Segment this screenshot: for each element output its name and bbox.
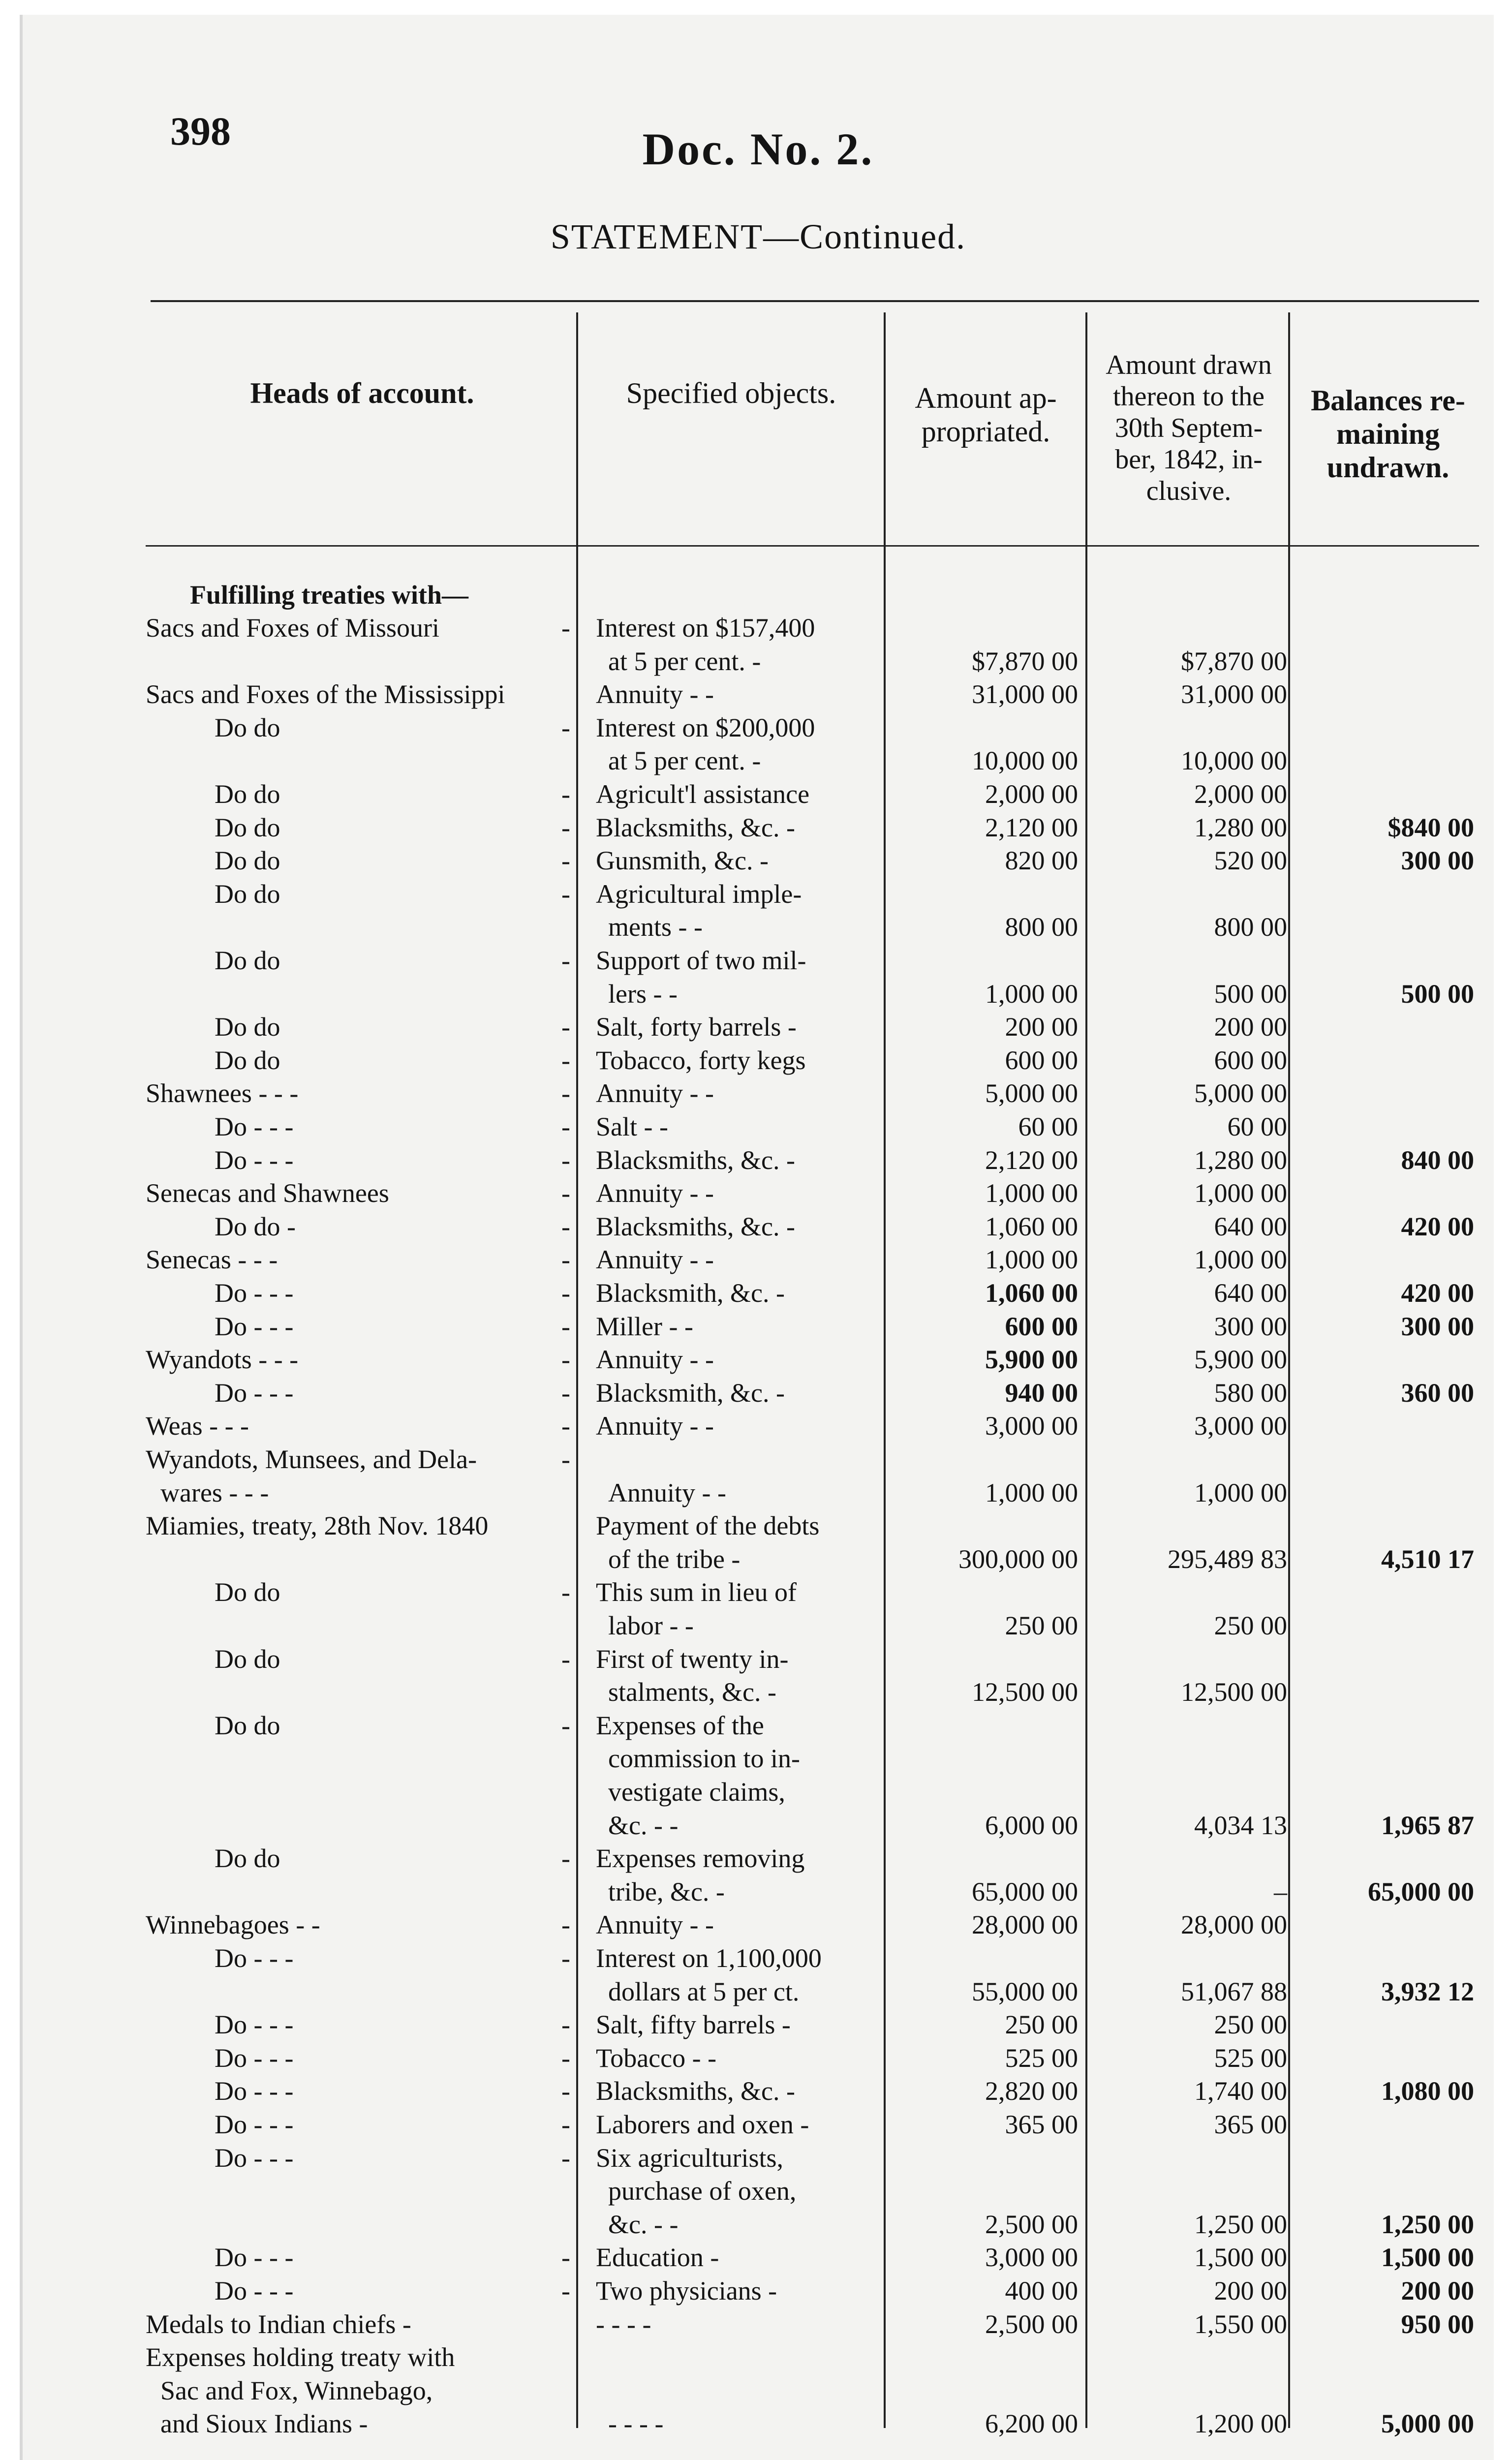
row-31-appropriated: 2,820 00 [985,2076,1078,2106]
row-28-head-dash: - [561,1943,570,1973]
row-26-head-dash: - [561,1844,570,1874]
row-12-appropriated: 2,120 00 [985,1145,1078,1175]
row-17-appropriated: 600 00 [1005,1311,1078,1341]
row-28-balance: 3,932 12 [1381,1976,1474,2006]
row-34-head-dash: - [561,2243,570,2273]
row-10-appropriated: 5,000 00 [985,1078,1078,1108]
row-10-head-dash: - [561,1078,570,1108]
row-29-head: Do - - - [215,2010,294,2040]
row-18-head-dash: - [561,1345,570,1375]
row-22-object: of the tribe - [608,1544,741,1574]
row-35-head: Do - - - [215,2276,294,2306]
row-3-object: Agricult'l assistance [596,779,810,809]
row-31-object: Blacksmiths, &c. - [596,2076,795,2106]
row-27-head: Winnebagoes - - [146,1910,320,1940]
row-33-appropriated: 2,500 00 [985,2209,1078,2239]
row-12-head: Do - - - [215,1145,294,1175]
row-25-object: Expenses of the [596,1710,764,1740]
row-23-object: labor - - [608,1611,694,1640]
row-29-object: Salt, fifty barrels - [596,2010,791,2040]
row-7-object: Support of two mil- [596,946,806,975]
row-36-balance: 950 00 [1401,2309,1474,2339]
row-2-object: at 5 per cent. - [608,746,761,776]
row-15-object: Annuity - - [596,1245,714,1275]
row-6-drawn: 800 00 [1214,912,1287,942]
row-24-head: Do do [215,1644,280,1674]
row-19-object: Blacksmith, &c. - [596,1378,785,1408]
row-31-drawn: 1,740 00 [1194,2076,1287,2106]
row-17-balance: 300 00 [1401,1311,1474,1341]
statement-subtitle: STATEMENT—Continued. [550,217,966,256]
row-25-object: vestigate claims, [608,1777,785,1807]
row-28-object: dollars at 5 per ct. [608,1976,800,2006]
row-16-object: Blacksmith, &c. - [596,1278,785,1308]
row-4-drawn: 1,280 00 [1194,812,1287,842]
row-37-appropriated: 6,200 00 [985,2409,1078,2439]
row-37-drawn: 1,200 00 [1194,2409,1287,2439]
row-19-head-dash: - [561,1378,570,1408]
row-25-object: commission to in- [608,1744,800,1774]
row-8-head: Do do [215,1012,280,1042]
row-31-head: Do - - - [215,2076,294,2106]
row-37-object: - - - - [608,2409,664,2439]
row-21-drawn: 1,000 00 [1194,1477,1287,1507]
row-23-appropriated: 250 00 [1005,1611,1078,1640]
row-7-drawn: 500 00 [1214,979,1287,1009]
row-3-head-dash: - [561,779,570,809]
row-2-head-dash: - [561,712,570,742]
row-3-head: Do do [215,779,280,809]
row-33-head: Do - - - [215,2143,294,2173]
row-20-object: Annuity - - [596,1411,714,1441]
row-5-object: Gunsmith, &c. - [596,846,769,876]
row-2-head: Do do [215,712,280,742]
row-21-head: Wyandots, Munsees, and Dela- [146,1445,477,1474]
row-25-head: Do do [215,1710,280,1740]
header-bottom-rule [146,545,1479,547]
row-35-object: Two physicians - [596,2276,777,2306]
column-divider-3 [1085,312,1087,2428]
row-26-balance: 65,000 00 [1368,1876,1474,1906]
row-12-drawn: 1,280 00 [1194,1145,1287,1175]
row-21-head-dash: - [561,1445,570,1474]
row-13-drawn: 1,000 00 [1194,1178,1287,1208]
row-37-head: Expenses holding treaty with [146,2342,455,2372]
row-4-balance: $840 00 [1388,812,1474,842]
row-30-drawn: 525 00 [1214,2043,1287,2073]
row-7-object: lers - - [608,979,678,1009]
row-33-head-dash: - [561,2143,570,2173]
row-5-balance: 300 00 [1401,846,1474,876]
row-20-appropriated: 3,000 00 [985,1411,1078,1441]
row-32-object: Laborers and oxen - [596,2110,809,2139]
row-16-head: Do - - - [215,1278,294,1308]
row-32-drawn: 365 00 [1214,2110,1287,2139]
row-23-head: Do do [215,1577,280,1607]
row-32-head: Do - - - [215,2110,294,2139]
row-28-head: Do - - - [215,1943,294,1973]
row-1-drawn: 31,000 00 [1181,679,1287,709]
row-1-appropriated: 31,000 00 [972,679,1078,709]
row-24-object: stalments, &c. - [608,1677,776,1707]
row-21-head: wares - - - [160,1477,269,1507]
row-29-appropriated: 250 00 [1005,2010,1078,2040]
column-divider-2 [884,312,886,2428]
row-23-object: This sum in lieu of [596,1577,797,1607]
row-26-object: tribe, &c. - [608,1876,725,1906]
row-17-head-dash: - [561,1311,570,1341]
row-27-drawn: 28,000 00 [1181,1910,1287,1940]
row-6-object: Agricultural imple- [596,879,802,909]
row-4-appropriated: 2,120 00 [985,812,1078,842]
row-13-head: Senecas and Shawnees [146,1178,389,1208]
row-19-drawn: 580 00 [1214,1378,1287,1408]
row-8-appropriated: 200 00 [1005,1012,1078,1042]
row-2-appropriated: 10,000 00 [972,746,1078,776]
row-34-appropriated: 3,000 00 [985,2243,1078,2273]
row-35-balance: 200 00 [1401,2276,1474,2306]
row-33-object: Six agriculturists, [596,2143,783,2173]
row-24-drawn: 12,500 00 [1181,1677,1287,1707]
row-3-appropriated: 2,000 00 [985,779,1078,809]
row-0-head-dash: - [561,613,570,643]
row-9-drawn: 600 00 [1214,1045,1287,1075]
row-10-drawn: 5,000 00 [1194,1078,1287,1108]
row-8-head-dash: - [561,1012,570,1042]
row-0-head: Sacs and Foxes of Missouri [146,613,439,643]
row-34-object: Education - [596,2243,719,2273]
row-33-object: purchase of oxen, [608,2176,797,2206]
page-number: 398 [170,109,231,154]
row-24-appropriated: 12,500 00 [972,1677,1078,1707]
column-divider-4 [1288,312,1290,2428]
row-12-object: Blacksmiths, &c. - [596,1145,795,1175]
row-36-object: - - - - [596,2309,651,2339]
row-33-drawn: 1,250 00 [1194,2209,1287,2239]
header-amount-appropriated: Amount ap- propriated. [915,382,1057,448]
row-3-drawn: 2,000 00 [1194,779,1287,809]
row-4-head-dash: - [561,812,570,842]
row-15-drawn: 1,000 00 [1194,1245,1287,1275]
row-17-head: Do - - - [215,1311,294,1341]
row-28-drawn: 51,067 88 [1181,1976,1287,2006]
document-page [20,15,1494,2460]
row-16-head-dash: - [561,1278,570,1308]
row-7-appropriated: 1,000 00 [985,979,1078,1009]
row-22-head: Miamies, treaty, 28th Nov. 1840 [146,1511,489,1541]
row-26-object: Expenses removing [596,1844,805,1874]
row-14-appropriated: 1,060 00 [985,1211,1078,1241]
row-14-object: Blacksmiths, &c. - [596,1211,795,1241]
row-5-head-dash: - [561,846,570,876]
row-25-appropriated: 6,000 00 [985,1810,1078,1840]
row-5-head: Do do [215,846,280,876]
row-26-drawn: – [1274,1876,1287,1906]
row-30-head: Do - - - [215,2043,294,2073]
row-21-appropriated: 1,000 00 [985,1477,1078,1507]
row-4-head: Do do [215,812,280,842]
row-7-balance: 500 00 [1401,979,1474,1009]
row-13-object: Annuity - - [596,1178,714,1208]
row-25-object: &c. - - [608,1810,679,1840]
row-7-head: Do do [215,946,280,975]
row-27-head-dash: - [561,1910,570,1940]
row-1-object: Annuity - - [596,679,714,709]
row-16-appropriated: 1,060 00 [985,1278,1078,1308]
row-30-object: Tobacco - - [596,2043,717,2073]
row-28-appropriated: 55,000 00 [972,1976,1078,2006]
row-30-appropriated: 525 00 [1005,2043,1078,2073]
row-22-appropriated: 300,000 00 [958,1544,1078,1574]
doc-title: Doc. No. 2. [642,124,874,174]
row-9-object: Tobacco, forty kegs [596,1045,806,1075]
row-22-object: Payment of the debts [596,1511,820,1541]
row-13-appropriated: 1,000 00 [985,1178,1078,1208]
row-32-head-dash: - [561,2110,570,2139]
row-5-appropriated: 820 00 [1005,846,1078,876]
row-20-head-dash: - [561,1411,570,1441]
row-23-drawn: 250 00 [1214,1611,1287,1640]
header-heads-of-account: Heads of account. [250,377,474,409]
row-15-appropriated: 1,000 00 [985,1245,1078,1275]
row-24-head-dash: - [561,1644,570,1674]
row-32-appropriated: 365 00 [1005,2110,1078,2139]
row-18-object: Annuity - - [596,1345,714,1375]
row-16-balance: 420 00 [1401,1278,1474,1308]
row-1-head: Sacs and Foxes of the Mississippi [146,679,505,709]
row-12-head-dash: - [561,1145,570,1175]
row-25-balance: 1,965 87 [1381,1810,1474,1840]
row-35-drawn: 200 00 [1214,2276,1287,2306]
header-amount-drawn: Amount drawn thereon to the 30th Septem- ber, 1842, in- clusive. [1106,350,1272,506]
row-34-balance: 1,500 00 [1381,2243,1474,2273]
row-16-drawn: 640 00 [1214,1278,1287,1308]
row-11-drawn: 60 00 [1227,1112,1287,1141]
row-19-balance: 360 00 [1401,1378,1474,1408]
row-2-object: Interest on $200,000 [596,712,815,742]
table-top-rule [151,300,1479,302]
row-31-balance: 1,080 00 [1381,2076,1474,2106]
row-6-head-dash: - [561,879,570,909]
column-divider-1 [576,312,578,2428]
row-24-object: First of twenty in- [596,1644,789,1674]
row-6-object: ments - - [608,912,703,942]
row-33-balance: 1,250 00 [1381,2209,1474,2239]
row-36-drawn: 1,550 00 [1194,2309,1287,2339]
row-13-head-dash: - [561,1178,570,1208]
row-12-balance: 840 00 [1401,1145,1474,1175]
row-33-object: &c. - - [608,2209,679,2239]
row-34-head: Do - - - [215,2243,294,2273]
row-8-object: Salt, forty barrels - [596,1012,797,1042]
row-10-head: Shawnees - - - [146,1078,299,1108]
row-15-head: Senecas - - - [146,1245,278,1275]
section-heading: Fulfilling treaties with— [190,580,468,610]
row-36-appropriated: 2,500 00 [985,2309,1078,2339]
row-11-appropriated: 60 00 [1018,1112,1078,1141]
row-18-head: Wyandots - - - [146,1345,299,1375]
row-11-head: Do - - - [215,1112,294,1141]
row-11-object: Salt - - [596,1112,668,1141]
row-28-object: Interest on 1,100,000 [596,1943,822,1973]
row-0-object: at 5 per cent. - [608,646,761,676]
row-22-drawn: 295,489 83 [1168,1544,1287,1574]
header-specified-objects: Specified objects. [626,377,836,409]
row-0-appropriated: $7,870 00 [972,646,1078,676]
row-30-head-dash: - [561,2043,570,2073]
row-7-head-dash: - [561,946,570,975]
row-17-drawn: 300 00 [1214,1311,1287,1341]
row-8-drawn: 200 00 [1214,1012,1287,1042]
row-2-drawn: 10,000 00 [1181,746,1287,776]
row-35-appropriated: 400 00 [1005,2276,1078,2306]
row-27-appropriated: 28,000 00 [972,1910,1078,1940]
row-34-drawn: 1,500 00 [1194,2243,1287,2273]
row-22-balance: 4,510 17 [1381,1544,1474,1574]
row-29-head-dash: - [561,2010,570,2040]
row-31-head-dash: - [561,2076,570,2106]
row-37-head: Sac and Fox, Winnebago, [160,2375,433,2405]
header-balances: Balances re- maining undrawn. [1311,384,1465,484]
row-20-head: Weas - - - [146,1411,249,1441]
row-15-head-dash: - [561,1245,570,1275]
row-18-drawn: 5,900 00 [1194,1345,1287,1375]
row-36-head: Medals to Indian chiefs - [146,2309,411,2339]
row-11-head-dash: - [561,1112,570,1141]
row-5-drawn: 520 00 [1214,846,1287,876]
row-29-drawn: 250 00 [1214,2010,1287,2040]
row-37-balance: 5,000 00 [1381,2409,1474,2439]
row-4-object: Blacksmiths, &c. - [596,812,795,842]
row-19-appropriated: 940 00 [1005,1378,1078,1408]
row-6-head: Do do [215,879,280,909]
row-26-head: Do do [215,1844,280,1874]
row-17-object: Miller - - [596,1311,693,1341]
row-9-head: Do do [215,1045,280,1075]
row-26-appropriated: 65,000 00 [972,1876,1078,1906]
row-18-appropriated: 5,900 00 [985,1345,1078,1375]
row-19-head: Do - - - [215,1378,294,1408]
row-27-object: Annuity - - [596,1910,714,1940]
row-25-head-dash: - [561,1710,570,1740]
row-14-drawn: 640 00 [1214,1211,1287,1241]
row-14-head: Do do - [215,1211,296,1241]
row-21-object: Annuity - - [608,1477,726,1507]
row-25-drawn: 4,034 13 [1194,1810,1287,1840]
row-6-appropriated: 800 00 [1005,912,1078,942]
row-14-head-dash: - [561,1211,570,1241]
row-37-head: and Sioux Indians - [160,2409,368,2439]
row-0-drawn: $7,870 00 [1181,646,1287,676]
row-14-balance: 420 00 [1401,1211,1474,1241]
row-20-drawn: 3,000 00 [1194,1411,1287,1441]
row-10-object: Annuity - - [596,1078,714,1108]
row-9-appropriated: 600 00 [1005,1045,1078,1075]
row-9-head-dash: - [561,1045,570,1075]
row-35-head-dash: - [561,2276,570,2306]
row-23-head-dash: - [561,1577,570,1607]
row-0-object: Interest on $157,400 [596,613,815,643]
